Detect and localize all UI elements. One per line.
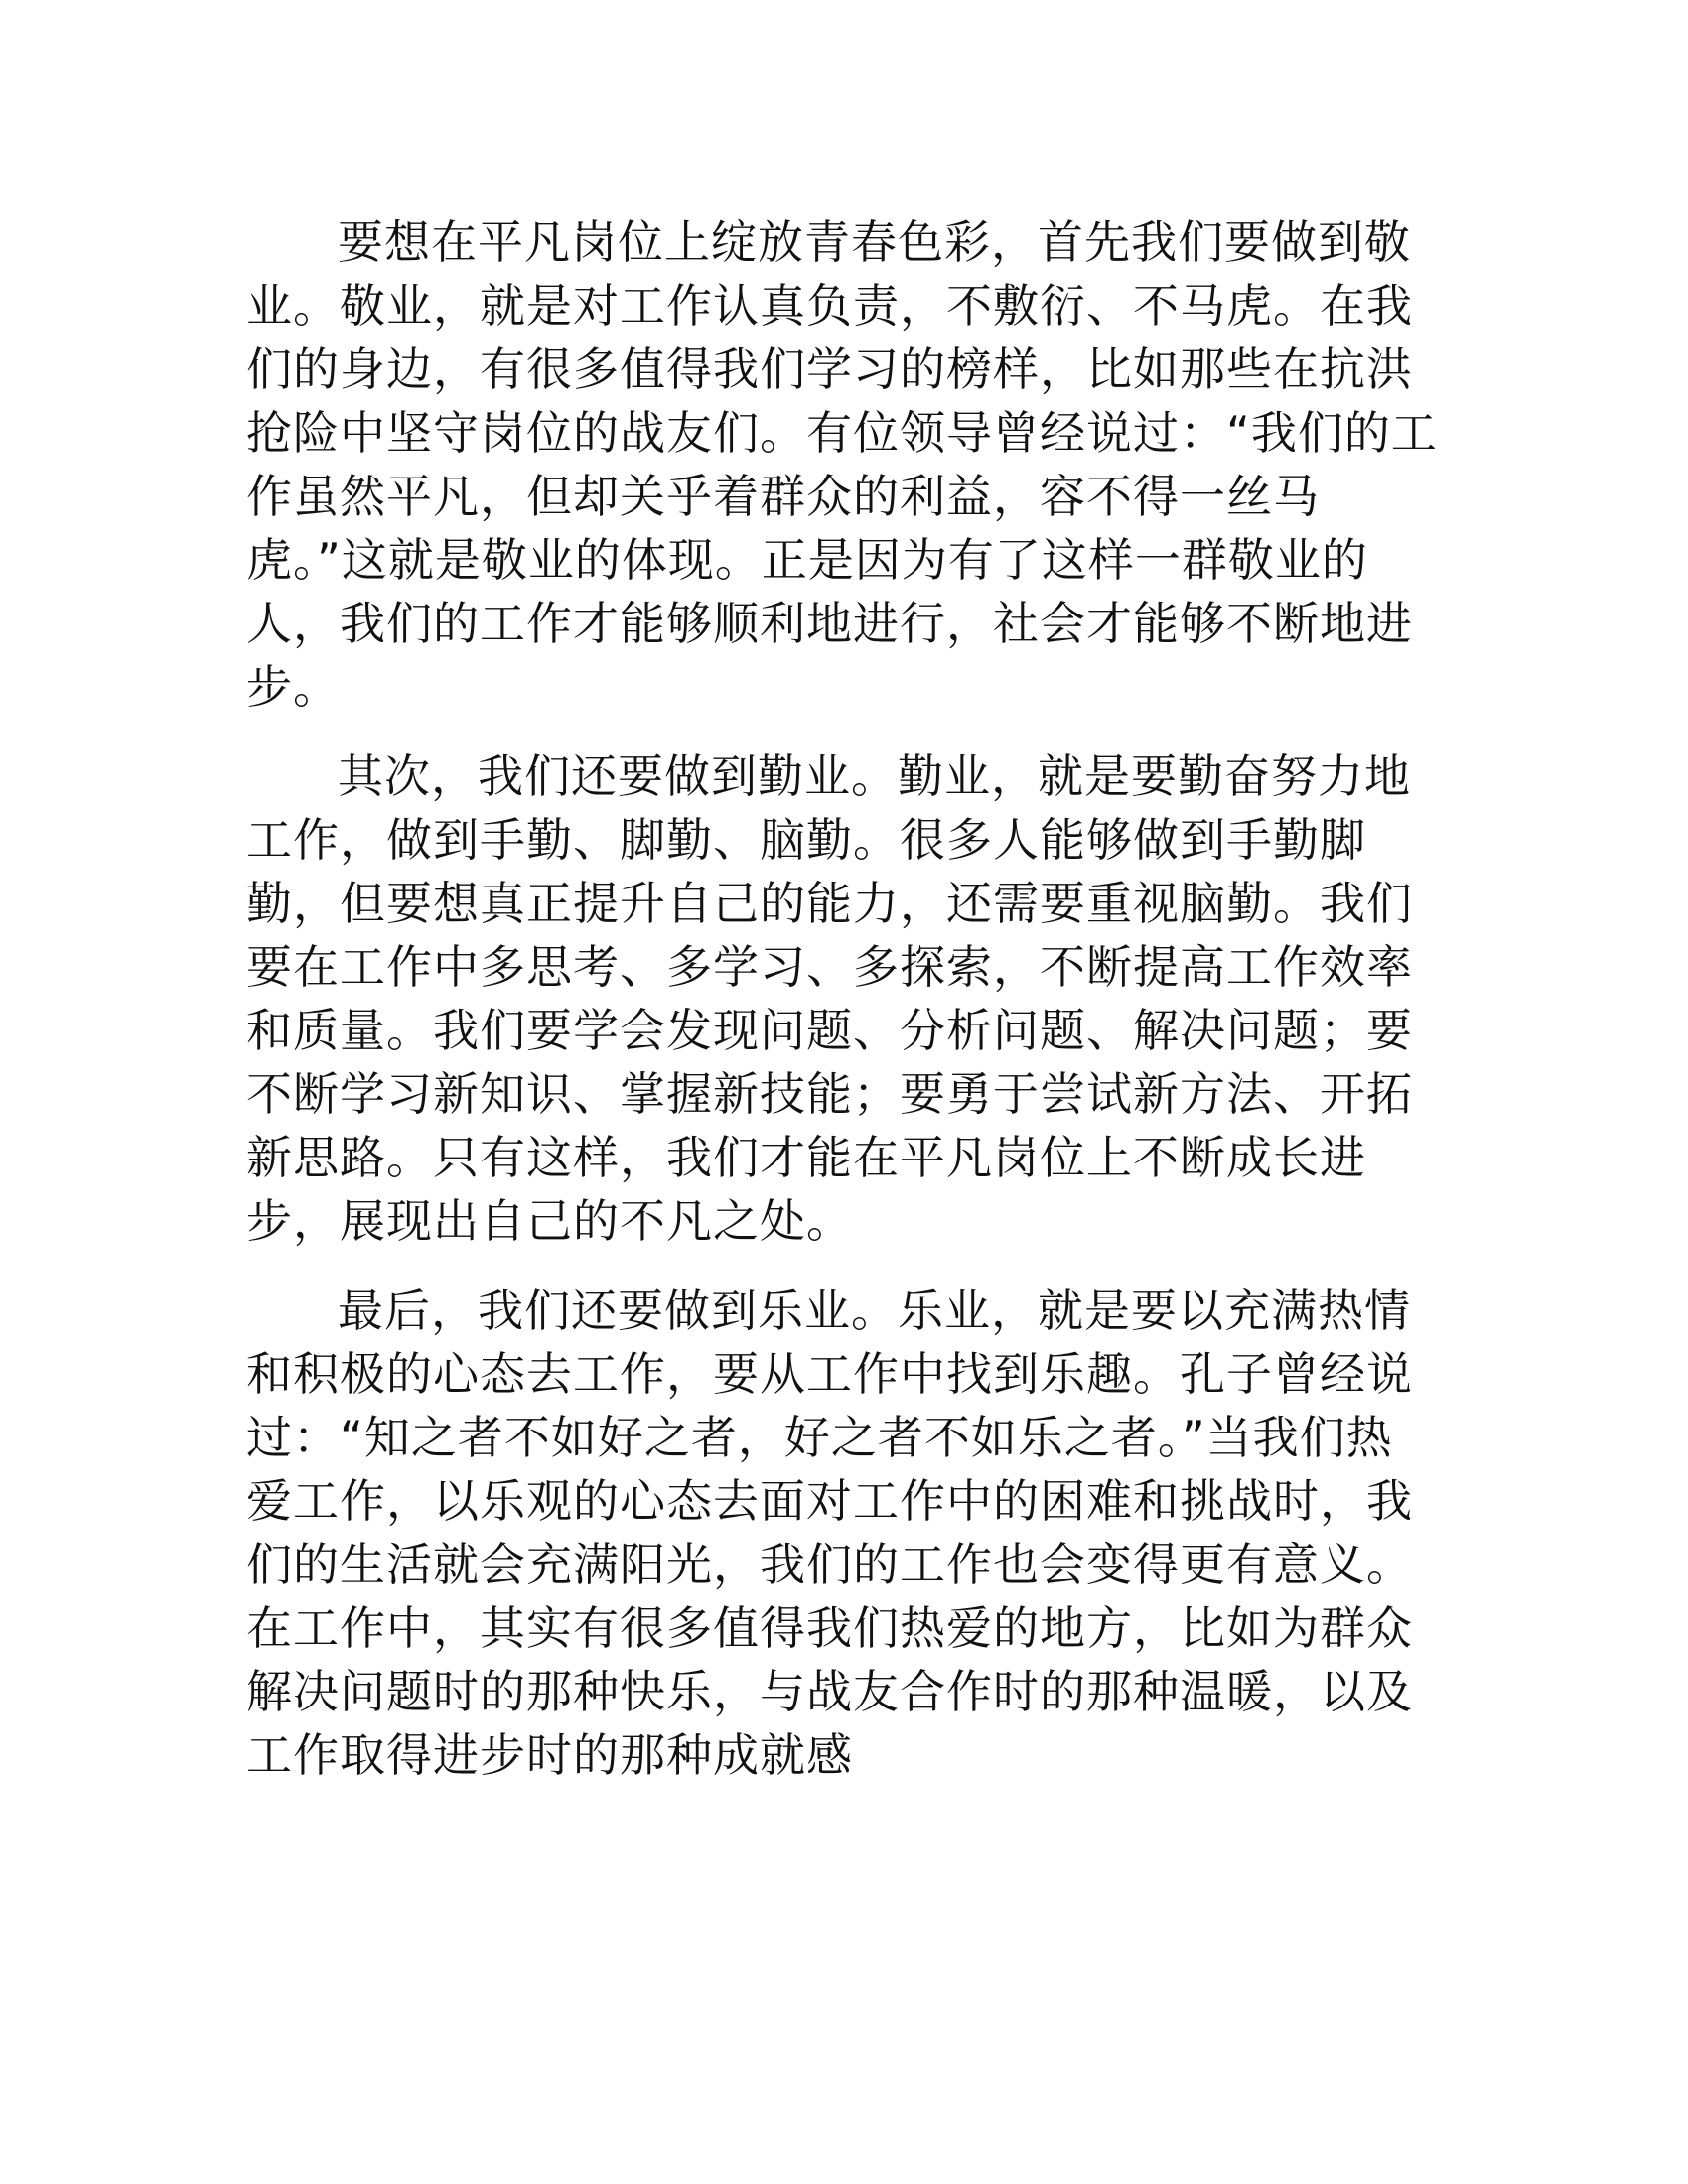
paragraph-enjoyment: 最后，我们还要做到乐业。乐业，就是要以充满热情和积极的心态去工作，要从工作中找到乐趣。孔子曾经说过：“知之者不如好之者，好之者不如乐之者。”当我们热爱工作，以乐观的心态去面对工作中的困难和挑战时，我们的生活就会充满阳光，我们的工作也会变得更有意义。在工作中，其实有很多值得我们热爱的地方，比如为群众解决问题时的那种快乐，与战友合作时的那种温暖，以及工作取得进步时的那种成就感 — [246, 1284, 1413, 1782]
body-text — [246, 210, 1438, 1787]
paragraph-dedication: 要想在平凡岗位上绽放青春色彩，首先我们要做到敬业。敬业，就是对工作认真负责，不敷衍、不马虎。在我们的身边，有很多值得我们学习的榜样，比如那些在抗洪抢险中坚守岗位的战友们。有位领导曾经说过：“我们的工作虽然平凡，但却关乎着群众的利益，容不得一丝马虎。”这就是敬业的体现。正是因为有了这样一群敬业的人，我们的工作才能够顺利地进行，社会才能够不断地进步。 — [246, 215, 1438, 714]
paragraph-diligence: 其次，我们还要做到勤业。勤业，就是要勤奋努力地工作，做到手勤、脚勤、脑勤。很多人能够做到手勤脚勤，但要想真正提升自己的能力，还需要重视脑勤。我们要在工作中多思考、多学习、多探索，不断提高工作效率和质量。我们要学会发现问题、分析问题、解决问题；要不断学习新知识、掌握新技能；要勇于尝试新方法、开拓新思路。只有这样，我们才能在平凡岗位上不断成长进步，展现出自己的不凡之处。 — [246, 750, 1413, 1248]
